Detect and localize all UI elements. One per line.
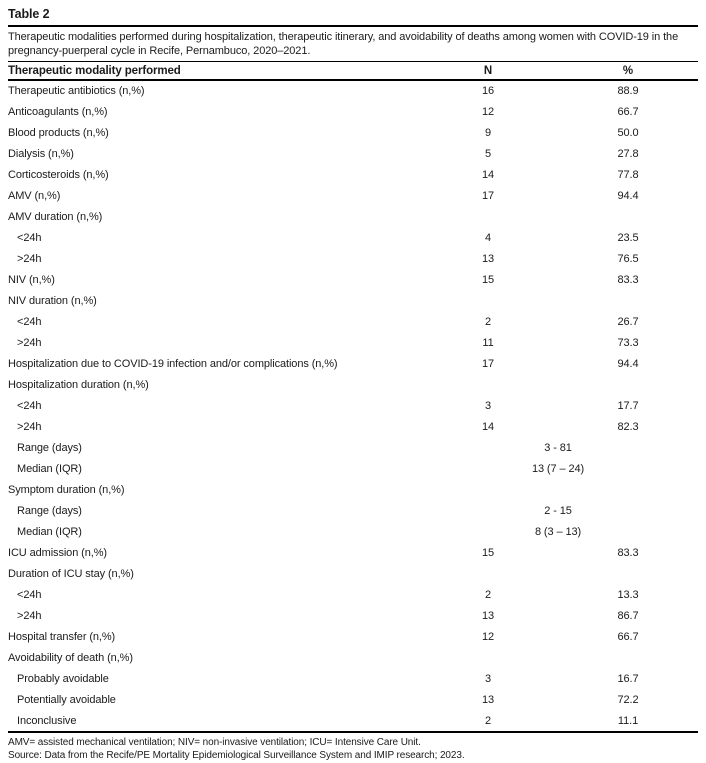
table-row xyxy=(8,143,698,164)
rule-bottom xyxy=(8,731,698,733)
table-row xyxy=(8,500,698,521)
row-label: Avoidability of death (n,%) xyxy=(8,651,133,664)
row-n-value xyxy=(418,479,558,500)
row-n-value: 12 xyxy=(481,630,495,643)
row-pct-value: 11.1 xyxy=(617,714,639,727)
row-label: NIV (n,%) xyxy=(8,273,55,286)
row-n-value: 13 xyxy=(481,609,495,622)
row-label: Hospitalization duration (n,%) xyxy=(8,378,149,391)
row-pct-value: 77.8 xyxy=(617,168,639,181)
row-label: Median (IQR) xyxy=(17,462,82,475)
table-row xyxy=(8,332,698,353)
table-row xyxy=(8,668,698,689)
row-pct-value: 27.8 xyxy=(617,147,639,160)
row-label: ICU admission (n,%) xyxy=(8,546,107,559)
table-row xyxy=(8,227,698,248)
row-span-value: 8 (3 – 13) xyxy=(534,525,582,538)
row-n-value xyxy=(418,206,558,227)
table-row xyxy=(8,122,698,143)
row-pct-value: 23.5 xyxy=(617,231,639,244)
table-row xyxy=(8,626,698,647)
row-pct-value xyxy=(558,647,698,668)
row-n-value: 2 xyxy=(484,315,492,328)
row-n-value: 2 xyxy=(484,714,492,727)
row-label: Range (days) xyxy=(17,441,82,454)
row-span-value: 2 - 15 xyxy=(544,504,572,517)
row-label: Symptom duration (n,%) xyxy=(8,483,125,496)
row-label: Hospital transfer (n,%) xyxy=(8,630,116,643)
row-pct-value: 17.7 xyxy=(617,399,639,412)
row-pct-value: 76.5 xyxy=(617,252,639,265)
table-row xyxy=(8,458,698,479)
table-row xyxy=(8,206,698,227)
row-span-value: 3 - 81 xyxy=(544,441,572,454)
table-row xyxy=(8,647,698,668)
table-row xyxy=(8,479,698,500)
row-n-value: 3 xyxy=(484,672,492,685)
row-n-value: 16 xyxy=(481,85,495,97)
table-row xyxy=(8,416,698,437)
row-pct-value xyxy=(558,374,698,395)
data-table xyxy=(8,62,698,731)
row-n-value: 17 xyxy=(481,357,495,370)
row-label: <24h xyxy=(17,231,42,244)
row-pct-value: 83.3 xyxy=(617,273,639,286)
row-span-value: 13 (7 – 24) xyxy=(531,462,585,475)
table-row xyxy=(8,605,698,626)
row-label: Range (days) xyxy=(17,504,82,517)
table-row xyxy=(8,101,698,122)
row-label: Duration of ICU stay (n,%) xyxy=(8,567,134,580)
row-n-value: 14 xyxy=(481,168,495,181)
table-row xyxy=(8,395,698,416)
row-pct-value: 94.4 xyxy=(617,189,639,202)
row-label: >24h xyxy=(17,420,42,433)
row-pct-value xyxy=(558,563,698,584)
footnote-source: Source: Data from the Recife/PE Mortality Epidemiological Surveillance System and IMIP research; 2023. xyxy=(8,750,465,761)
table-row xyxy=(8,374,698,395)
table-row xyxy=(8,269,698,290)
table-row xyxy=(8,542,698,563)
table-row xyxy=(8,80,698,101)
table-row xyxy=(8,710,698,731)
column-header-n: N xyxy=(418,62,558,80)
table-row xyxy=(8,164,698,185)
header-row xyxy=(8,62,698,80)
table-row xyxy=(8,521,698,542)
row-label: AMV (n,%) xyxy=(8,189,61,202)
row-n-value: 13 xyxy=(481,252,495,265)
row-label: Median (IQR) xyxy=(17,525,82,538)
row-pct-value: 82.3 xyxy=(617,420,639,433)
row-n-value xyxy=(418,290,558,311)
row-label: >24h xyxy=(17,252,42,265)
row-pct-value: 66.7 xyxy=(617,630,639,643)
row-label: Corticosteroids (n,%) xyxy=(8,168,109,181)
row-n-value: 15 xyxy=(481,546,495,559)
table-row xyxy=(8,353,698,374)
row-n-value: 12 xyxy=(481,105,495,118)
row-pct-value: 50.0 xyxy=(617,126,639,139)
table-row xyxy=(8,290,698,311)
row-n-value: 14 xyxy=(481,420,495,433)
table-row xyxy=(8,185,698,206)
row-label: Potentially avoidable xyxy=(17,693,116,706)
row-pct-value xyxy=(558,206,698,227)
table-row xyxy=(8,584,698,605)
row-label: Inconclusive xyxy=(17,714,77,727)
row-pct-value: 88.9 xyxy=(617,85,639,97)
row-n-value: 17 xyxy=(481,189,495,202)
row-label: Anticoagulants (n,%) xyxy=(8,105,108,118)
row-label: Dialysis (n,%) xyxy=(8,147,74,160)
row-n-value xyxy=(418,374,558,395)
table-body xyxy=(8,80,698,731)
row-pct-value: 73.3 xyxy=(617,336,639,349)
row-label: <24h xyxy=(17,588,42,601)
row-pct-value: 66.7 xyxy=(617,105,639,118)
row-n-value: 5 xyxy=(484,147,492,160)
table-caption: Therapeutic modalities performed during hospitalization, therapeutic itinerary, and avoidability of deaths among women with COVID-19 in the pregnancy-puerperal cycle in Recife, Pernambuco, 2020–2021. xyxy=(8,31,679,57)
row-label: >24h xyxy=(17,336,42,349)
table-row xyxy=(8,248,698,269)
row-label: Probably avoidable xyxy=(17,672,109,685)
row-n-value: 2 xyxy=(484,588,492,601)
row-pct-value: 26.7 xyxy=(617,315,639,328)
row-pct-value xyxy=(558,290,698,311)
row-label: >24h xyxy=(17,609,42,622)
row-n-value: 4 xyxy=(484,231,492,244)
table-row xyxy=(8,563,698,584)
row-label: <24h xyxy=(17,399,42,412)
row-label: Hospitalization due to COVID-19 infection and/or complications (n,%) xyxy=(8,357,338,370)
row-n-value xyxy=(418,647,558,668)
row-n-value: 11 xyxy=(482,336,494,349)
row-n-value: 15 xyxy=(481,273,495,286)
row-n-value xyxy=(418,563,558,584)
table-row xyxy=(8,437,698,458)
table-row xyxy=(8,311,698,332)
row-pct-value xyxy=(558,479,698,500)
row-pct-value: 16.7 xyxy=(617,672,639,685)
row-pct-value: 83.3 xyxy=(617,546,639,559)
column-header-modality: Therapeutic modality performed xyxy=(8,62,418,80)
row-pct-value: 72.2 xyxy=(617,693,639,706)
row-label: NIV duration (n,%) xyxy=(8,294,97,307)
row-label: Therapeutic antibiotics (n,%) xyxy=(8,85,145,97)
row-n-value: 13 xyxy=(481,693,495,706)
footnotes xyxy=(8,736,698,762)
table-number: Table 2 xyxy=(8,7,50,21)
footnote-abbreviations: AMV= assisted mechanical ventilation; NIV= non-invasive ventilation; ICU= Intensive Care Unit. xyxy=(8,737,421,748)
row-n-value: 9 xyxy=(484,126,492,139)
column-header-pct: % xyxy=(558,62,698,80)
row-pct-value: 13.3 xyxy=(617,588,639,601)
row-pct-value: 94.4 xyxy=(617,357,639,370)
table-row xyxy=(8,689,698,710)
row-pct-value: 86.7 xyxy=(617,609,639,622)
row-label: AMV duration (n,%) xyxy=(8,210,103,223)
row-label: <24h xyxy=(17,315,42,328)
row-n-value: 3 xyxy=(484,399,492,412)
row-label: Blood products (n,%) xyxy=(8,126,109,139)
